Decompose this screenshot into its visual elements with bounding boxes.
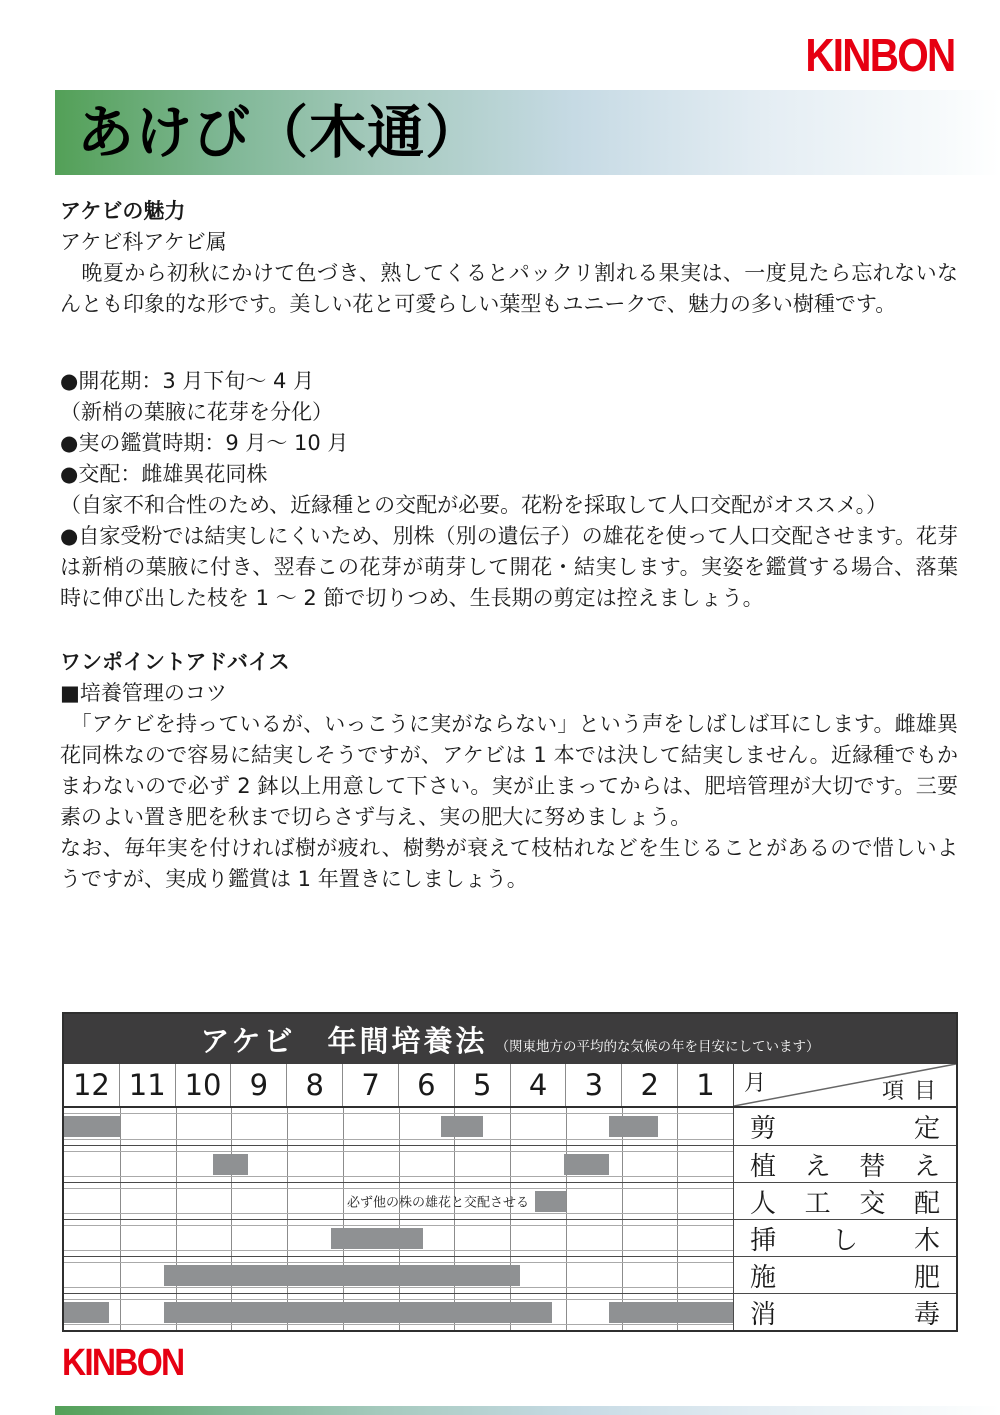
row-label bbox=[733, 1220, 956, 1256]
row-label-char: 人 bbox=[750, 1188, 777, 1219]
schedule-bar bbox=[164, 1302, 552, 1323]
row-label-char: 交 bbox=[859, 1188, 886, 1219]
schedule-bar bbox=[535, 1191, 566, 1212]
month-cell: 11 bbox=[119, 1064, 175, 1106]
month-cell: 5 bbox=[454, 1064, 510, 1106]
month-cell: 7 bbox=[342, 1064, 398, 1106]
advice-paragraph-2: なお、毎年実を付ければ樹が疲れ、樹勢が衰えて枝枯れなどを生じることがあるので惜しいようですが、実成り鑑賞は 1 年置きにしましょう。 bbox=[60, 836, 958, 891]
row-label-char: 毒 bbox=[913, 1299, 940, 1330]
calendar-row bbox=[64, 1293, 956, 1330]
advice-subheading: ■培養管理のコツ bbox=[60, 681, 227, 705]
row-label-char: 木 bbox=[913, 1225, 940, 1256]
advice-paragraph-1: 「アケビを持っているが、いっこうに実がならない」という声をしばしば耳にします。雌雄異花同株なので容易に結実しそうですが、アケビは 1 本では決して結実しません。近縁種でもかまわないので必ず 2 鉢以上用意して下さい。実が止まってからは、肥培管理が大切です。三要素のよい置き肥を秋まで切らさず与え、実の肥大に努めましょう。 bbox=[60, 712, 958, 829]
row-chart-area bbox=[64, 1257, 733, 1293]
schedule-bar bbox=[64, 1116, 120, 1137]
row-inner-line bbox=[64, 1176, 733, 1177]
corner-item-label: 項目 bbox=[881, 1079, 946, 1104]
calendar-row bbox=[64, 1145, 956, 1182]
fact-line: ●交配：雌雄異花同株 bbox=[60, 462, 268, 486]
row-label-char: 剪 bbox=[750, 1114, 777, 1144]
calendar-row bbox=[64, 1219, 956, 1256]
row-label bbox=[733, 1257, 956, 1293]
schedule-bar bbox=[213, 1154, 248, 1175]
row-inner-line bbox=[64, 1262, 733, 1263]
row-label-char: 定 bbox=[913, 1114, 940, 1144]
month-cell: 6 bbox=[398, 1064, 454, 1106]
calendar-rows bbox=[64, 1108, 956, 1330]
calendar-row bbox=[64, 1182, 956, 1219]
kinbon-logo-top: KINBON bbox=[804, 29, 954, 81]
row-inner-line bbox=[64, 1213, 733, 1214]
row-label bbox=[733, 1294, 956, 1330]
row-chart-area bbox=[64, 1146, 733, 1182]
fact-line: （新梢の葉腋に花芽を分化） bbox=[60, 400, 333, 424]
row-label-char: 植 bbox=[750, 1151, 777, 1182]
schedule-bar bbox=[564, 1154, 609, 1175]
row-chart-area bbox=[64, 1220, 733, 1256]
schedule-bar bbox=[164, 1265, 521, 1286]
bottom-gradient-strip bbox=[55, 1406, 1000, 1415]
month-cell: 8 bbox=[286, 1064, 342, 1106]
row-label bbox=[733, 1108, 956, 1145]
table-title: アケビ 年間培養法 bbox=[200, 1023, 488, 1058]
month-cell: 10 bbox=[175, 1064, 231, 1106]
kinbon-logo-bottom: KINBON bbox=[62, 1342, 184, 1384]
row-inner-line bbox=[64, 1287, 733, 1288]
row-label-char: し bbox=[831, 1225, 858, 1256]
row-label bbox=[733, 1146, 956, 1182]
row-inner-line bbox=[64, 1225, 733, 1226]
month-cell: 4 bbox=[510, 1064, 566, 1106]
row-chart-area bbox=[64, 1108, 733, 1145]
calendar-row bbox=[64, 1108, 956, 1145]
table-subtitle: （関東地方の平均的な気候の年を目安にしています） bbox=[495, 1039, 820, 1055]
row-inner-line bbox=[64, 1299, 733, 1300]
row-label-char: 配 bbox=[913, 1188, 940, 1219]
row-label-char: 肥 bbox=[913, 1262, 940, 1293]
calendar-row bbox=[64, 1256, 956, 1293]
row-inner-line bbox=[64, 1139, 733, 1140]
annual-care-table bbox=[62, 1012, 958, 1332]
row-label-char: え bbox=[913, 1151, 940, 1182]
fact-line: （自家不和合性のため、近縁種との交配が必要。花粉を採取して人口交配がオススメ。） bbox=[60, 493, 888, 517]
intro-taxonomy: アケビ科アケビ属 bbox=[60, 230, 227, 254]
advice-heading: ワンポイントアドバイス bbox=[60, 650, 290, 674]
month-cell: 2 bbox=[621, 1064, 677, 1106]
row-inner-line bbox=[64, 1151, 733, 1152]
schedule-bar bbox=[609, 1116, 659, 1137]
row-label-char: 替 bbox=[859, 1151, 886, 1182]
intro-heading: アケビの魅力 bbox=[60, 199, 186, 223]
month-cell: 9 bbox=[230, 1064, 286, 1106]
table-title-band bbox=[64, 1014, 956, 1064]
row-chart-area bbox=[64, 1294, 733, 1330]
page-title: あけび（木通） bbox=[77, 99, 483, 166]
row-inner-line bbox=[64, 1250, 733, 1251]
month-cells bbox=[64, 1064, 733, 1106]
row-label-char: 施 bbox=[750, 1262, 777, 1293]
intro-paragraph: 晩夏から初秋にかけて色づき、熟してくるとパックリ割れる果実は、一度見たら忘れないなんとも印象的な形です。美しい花と可愛らしい葉型もユニークで、魅力の多い樹種です。 bbox=[60, 261, 958, 316]
schedule-bar bbox=[331, 1228, 423, 1249]
row-chart-area bbox=[64, 1183, 733, 1219]
facts-list bbox=[60, 366, 958, 614]
corner-cell bbox=[733, 1064, 956, 1106]
row-inner-line bbox=[64, 1324, 733, 1325]
body-content bbox=[60, 196, 958, 895]
row-inner-line bbox=[64, 1113, 733, 1114]
row-label-char: 消 bbox=[750, 1299, 777, 1330]
schedule-bar bbox=[64, 1302, 109, 1323]
row-label-char: 挿 bbox=[750, 1225, 777, 1256]
calendar-month-row bbox=[64, 1064, 956, 1108]
fact-line: ●自家受粉では結実しにくいため、別株（別の遺伝子）の雄花を使って人口交配させます。花芽は新梢の葉腋に付き、翌春この花芽が萌芽して開花・結実します。実姿を鑑賞する場合、落葉時に伸び出した枝を 1 ～ 2 節で切りつめ、生長期の剪定は控えましょう。 bbox=[60, 524, 958, 610]
row-inner-line bbox=[64, 1188, 733, 1189]
row-label-char: 工 bbox=[804, 1188, 831, 1219]
advice-section bbox=[60, 647, 958, 895]
row-label-char: え bbox=[804, 1151, 831, 1182]
month-cell: 1 bbox=[677, 1064, 733, 1106]
row-annotation: 必ず他の株の雄花と交配させる bbox=[346, 1195, 529, 1211]
row-label bbox=[733, 1183, 956, 1219]
schedule-bar bbox=[609, 1302, 733, 1323]
title-banner bbox=[55, 90, 1000, 175]
fact-line: ●実の鑑賞時期：9 月～ 10 月 bbox=[60, 431, 349, 455]
fact-line: ●開花期：3 月下旬～ 4 月 bbox=[60, 369, 315, 393]
month-cell: 3 bbox=[565, 1064, 621, 1106]
schedule-bar bbox=[441, 1116, 482, 1137]
corner-month-label: 月 bbox=[744, 1071, 767, 1096]
month-cell: 12 bbox=[72, 1068, 110, 1102]
